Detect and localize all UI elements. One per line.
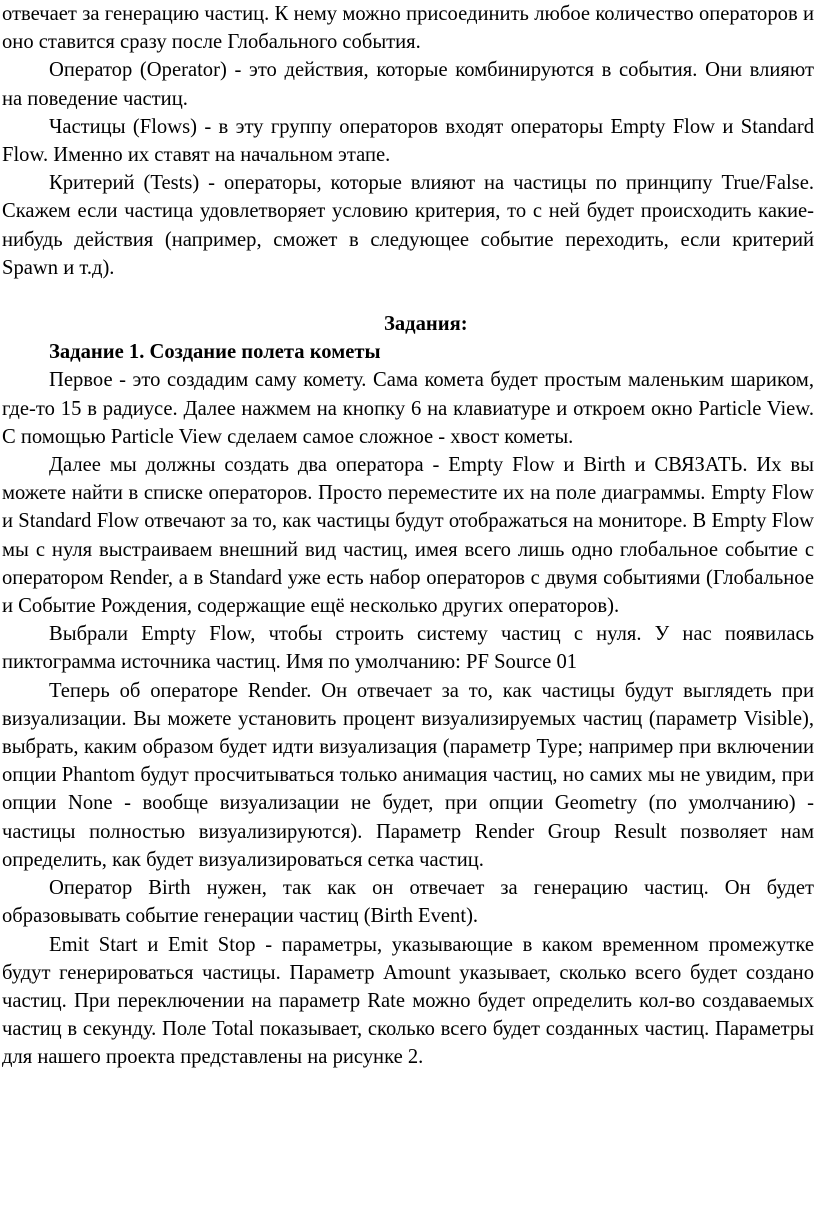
paragraph-tests: Критерий (Tests) - операторы, которые влияют на частицы по принципу True/False. Скажем если частица удовлетворяет условию критерия, то с ней будет происходить какие-нибудь действия (например, сможет в следующее событие переходить, если критерий Spawn и т.д). xyxy=(2,172,814,279)
paragraph-emit: Emit Start и Emit Stop - параметры, указывающие в каком временном промежутке будут генерироваться частицы. Параметр Amount указывает, сколько всего будет создано частиц. При переключении на параметр Rate можно будет определить кол-во создаваемых частиц в секунду. Поле Total показывает, сколько всего будет созданных частиц. Параметры для нашего проекта представлены на рисунке 2. xyxy=(2,933,814,1069)
task1-heading: Задание 1. Создание полета кометы xyxy=(49,341,381,364)
section-gap xyxy=(2,282,814,310)
paragraph-render: Теперь об операторе Render. Он отвечает за то, как частицы будут выглядеть при визуализации. Вы можете установить процент визуализируемых частиц (параметр Visible), выбрать, каким образом будет идти визуализация (параметр Type; например при включении опции Phantom будут просчитываться только анимация частиц, но самих мы не увидим, при опции None - вообще визуализации не будет, при опции Geometry (по умолчанию) - частицы полностью визуализируются). Параметр Render Group Result позволяет нам определить, как будет визуализироваться сетка частиц. xyxy=(2,679,814,871)
paragraph-flows: Частицы (Flows) - в эту группу операторов входят операторы Empty Flow и Standard Flow. Именно их ставят на начальном этапе. xyxy=(2,115,814,167)
paragraph-operators: Далее мы должны создать два оператора - Empty Flow и Birth и СВЯЗАТЬ. Их вы можете найти в списке операторов. Просто переместите их на поле диаграммы. Empty Flow и Standard Flow отвечают за то, как частицы будут отображаться на мониторе. В Empty Flow мы с нуля выстраиваем внешний вид частиц, имея всего лишь одно глобальное событие с оператором Render, а в Standard уже есть набор операторов с двумя событиями (Глобальное и Событие Рождения, содержащие ещё несколько других операторов). xyxy=(2,454,814,618)
tasks-title: Задания: xyxy=(384,313,468,336)
paragraph-continuation: отвечает за генерацию частиц. К нему можно присоединить любое количество операторов и оно ставится сразу после Глобального события. xyxy=(2,3,814,54)
paragraph-birth: Оператор Birth нужен, так как он отвечает за генерацию частиц. Он будет образовывать событие генерации частиц (Birth Event). xyxy=(2,877,814,928)
paragraph-operator: Оператор (Operator) - это действия, которые комбинируются в события. Они влияют на поведение частиц. xyxy=(2,59,814,110)
paragraph-empty-flow: Выбрали Empty Flow, чтобы строить систему частиц с нуля. У нас появилась пиктограмма источника частиц. Имя по умолчанию: PF Source 01 xyxy=(2,623,814,674)
paragraph-comet: Первое - это создадим саму комету. Сама комета будет простым маленьким шариком, где-то 15 в радиусе. Далее нажмем на кнопку 6 на клавиатуре и откроем окно Particle View. С помощью Particle View сделаем самое сложное - хвост кометы. xyxy=(2,369,814,448)
